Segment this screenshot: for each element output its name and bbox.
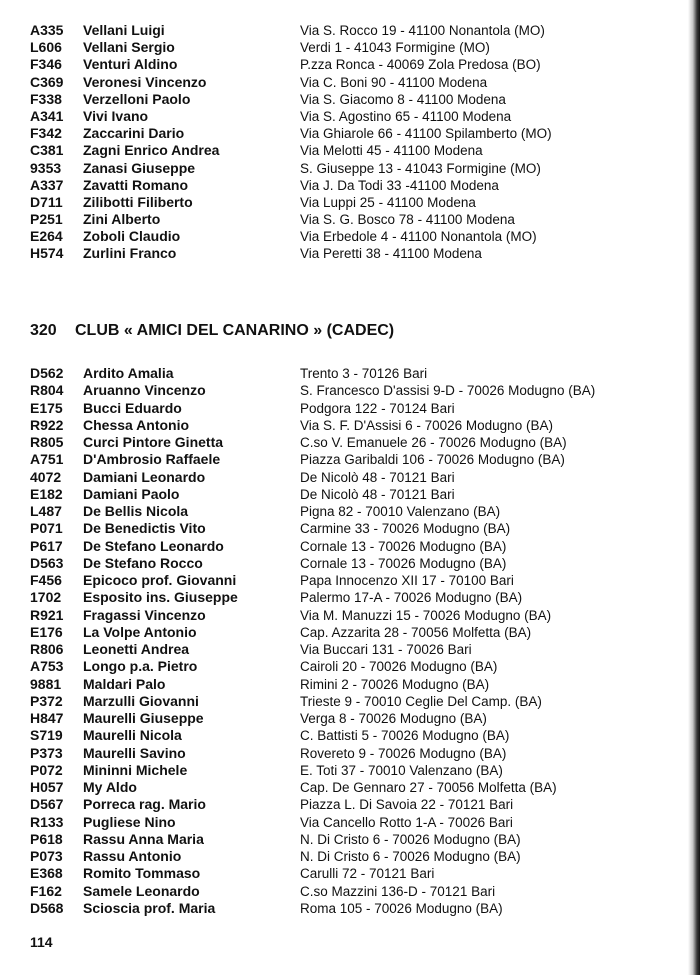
- member-address: Via Melotti 45 - 41100 Modena: [300, 143, 483, 159]
- list-item: [0, 125, 700, 142]
- member-address: Via M. Manuzzi 15 - 70026 Modugno (BA): [300, 607, 552, 623]
- list-item: [0, 365, 700, 382]
- member-address: Via S. Giacomo 8 - 41100 Modena: [300, 91, 506, 107]
- member-name: Vellani Sergio: [83, 39, 175, 56]
- member-code: C381: [30, 142, 64, 159]
- member-code: H847: [30, 710, 64, 726]
- member-code: P071: [30, 520, 63, 537]
- list-item: [0, 469, 700, 486]
- member-address: Via Peretti 38 - 41100 Modena: [300, 246, 482, 262]
- member-code: P372: [30, 692, 63, 709]
- member-code: R805: [30, 434, 64, 450]
- member-name: Zagni Enrico Andrea: [83, 142, 220, 159]
- member-code: L487: [30, 503, 62, 519]
- list-item: [0, 865, 700, 882]
- member-code: F456: [30, 572, 62, 588]
- member-address: E. Toti 37 - 70010 Valenzano (BA): [300, 762, 503, 778]
- list-item: [0, 796, 700, 813]
- list-item: [0, 831, 700, 848]
- member-address: Via Luppi 25 - 41100 Modena: [300, 194, 476, 210]
- member-code: P617: [30, 537, 63, 554]
- member-code: D563: [30, 554, 64, 571]
- list-item: [0, 624, 700, 641]
- member-address: P.zza Ronca - 40069 Zola Predosa (BO): [300, 57, 541, 73]
- member-list-continued: [0, 22, 700, 263]
- member-code: 1702: [30, 589, 62, 606]
- member-address: N. Di Cristo 6 - 70026 Modugno (BA): [300, 831, 521, 847]
- list-item: [0, 658, 700, 675]
- member-address: Verdi 1 - 41043 Formigine (MO): [300, 40, 490, 56]
- member-code: 4072: [30, 468, 62, 485]
- member-code: D567: [30, 796, 64, 813]
- member-code: D568: [30, 899, 64, 916]
- list-item: [0, 56, 700, 73]
- member-name: Maurelli Savino: [83, 744, 186, 761]
- member-address: S. Francesco D'assisi 9-D - 70026 Modugno (BA): [300, 383, 596, 399]
- page-number: 114: [30, 934, 53, 950]
- member-address: Papa Innocenzo XII 17 - 70100 Bari: [300, 573, 514, 588]
- list-item: [0, 727, 700, 744]
- member-code: E175: [30, 399, 63, 416]
- member-code: R922: [30, 416, 64, 433]
- list-item: [0, 211, 700, 228]
- list-item: [0, 177, 700, 194]
- member-name: D'Ambrosio Raffaele: [83, 451, 221, 468]
- section-title: CLUB « AMICI DEL CANARINO » (CADEC): [75, 322, 395, 339]
- section-number: 320: [30, 322, 57, 339]
- list-item: [0, 451, 700, 468]
- member-name: Epicoco prof. Giovanni: [83, 572, 237, 588]
- list-item: [0, 779, 700, 796]
- member-address: Via Cancello Rotto 1-A - 70026 Bari: [300, 814, 513, 830]
- list-item: [0, 434, 700, 451]
- member-name: Fragassi Vincenzo: [83, 606, 206, 623]
- member-name: Leonetti Andrea: [83, 641, 190, 657]
- list-item: [0, 589, 700, 606]
- member-code: D711: [30, 193, 63, 210]
- list-item: [0, 900, 700, 917]
- member-name: Ardito Amalia: [83, 365, 174, 381]
- member-name: Vellani Luigi: [83, 22, 165, 38]
- member-name: De Stefano Rocco: [83, 554, 203, 571]
- member-name: Marzulli Giovanni: [83, 692, 199, 709]
- member-address: Piazza Garibaldi 106 - 70026 Modugno (BA): [300, 452, 565, 468]
- list-item: [0, 883, 700, 900]
- member-address: C.so Mazzini 136-D - 70121 Bari: [300, 883, 496, 899]
- list-item: [0, 555, 700, 572]
- member-address: Cap. De Gennaro 27 - 70056 Molfetta (BA): [300, 780, 557, 795]
- list-item: [0, 486, 700, 503]
- list-item: [0, 848, 700, 865]
- member-code: H057: [30, 779, 64, 795]
- member-code: H574: [30, 245, 64, 262]
- list-item: [0, 194, 700, 211]
- list-item: [0, 814, 700, 831]
- member-code: L606: [30, 39, 62, 56]
- member-address: Rimini 2 - 70026 Modugno (BA): [300, 676, 490, 692]
- member-address: Cornale 13 - 70026 Modugno (BA): [300, 555, 507, 571]
- member-name: Damiani Leonardo: [83, 468, 206, 485]
- member-address: Via J. Da Todi 33 -41100 Modena: [300, 177, 499, 193]
- member-name: Zaccarini Dario: [83, 125, 185, 142]
- member-name: Mininni Michele: [83, 761, 188, 778]
- member-address: Via S. Agostino 65 - 41100 Modena: [300, 108, 512, 124]
- member-name: Veronesi Vincenzo: [83, 73, 207, 90]
- member-name: Maurelli Nicola: [83, 727, 182, 744]
- list-item: [0, 91, 700, 108]
- list-item: [0, 641, 700, 658]
- member-address: Cap. Azzarita 28 - 70056 Molfetta (BA): [300, 624, 532, 640]
- member-address: Carulli 72 - 70121 Bari: [300, 866, 435, 882]
- member-address: Via Buccari 131 - 70026 Bari: [300, 642, 472, 657]
- member-name: Rassu Antonio: [83, 848, 182, 864]
- member-name: Longo p.a. Pietro: [83, 658, 198, 675]
- member-name: Zilibotti Filiberto: [83, 193, 193, 210]
- list-item: [0, 745, 700, 762]
- list-item: [0, 538, 700, 555]
- member-address: Verga 8 - 70026 Modugno (BA): [300, 711, 487, 726]
- member-code: A751: [30, 451, 64, 468]
- member-name: Porreca rag. Mario: [83, 796, 206, 813]
- list-item: [0, 382, 700, 399]
- list-item: [0, 142, 700, 159]
- member-code: R921: [30, 606, 64, 623]
- member-name: Romito Tommaso: [83, 865, 201, 882]
- member-address: Via Ghiarole 66 - 41100 Spilamberto (MO): [300, 126, 552, 142]
- member-name: Damiani Paolo: [83, 485, 180, 502]
- member-address: N. Di Cristo 6 - 70026 Modugno (BA): [300, 849, 521, 864]
- list-item: [0, 710, 700, 727]
- member-address: Via S. Rocco 19 - 41100 Nonantola (MO): [300, 23, 545, 38]
- member-name: Maurelli Giuseppe: [83, 710, 204, 726]
- section-heading: [30, 322, 394, 340]
- member-code: F346: [30, 56, 62, 73]
- member-code: E368: [30, 865, 63, 882]
- list-item: [0, 74, 700, 91]
- list-item: [0, 417, 700, 434]
- member-code: P373: [30, 744, 63, 761]
- member-name: Zurlini Franco: [83, 245, 177, 262]
- member-code: E182: [30, 485, 63, 502]
- member-code: A335: [30, 22, 64, 38]
- member-code: A753: [30, 658, 64, 675]
- member-address: Via Erbedole 4 - 41100 Nonantola (MO): [300, 229, 537, 245]
- member-code: A341: [30, 107, 64, 124]
- member-code: S719: [30, 727, 63, 744]
- list-item: [0, 520, 700, 537]
- member-address: C.so V. Emanuele 26 - 70026 Modugno (BA): [300, 435, 567, 450]
- list-item: [0, 39, 700, 56]
- member-code: R804: [30, 382, 64, 399]
- member-name: De Benedictis Vito: [83, 520, 206, 537]
- list-item: [0, 400, 700, 417]
- member-code: P618: [30, 830, 63, 847]
- member-code: R806: [30, 641, 64, 657]
- member-name: Maldari Palo: [83, 675, 166, 692]
- member-address: S. Giuseppe 13 - 41043 Formigine (MO): [300, 160, 541, 176]
- list-item: [0, 245, 700, 262]
- list-item: [0, 572, 700, 589]
- member-code: R133: [30, 813, 64, 830]
- member-code: E176: [30, 623, 63, 640]
- member-name: Zavatti Romano: [83, 176, 189, 193]
- member-name: La Volpe Antonio: [83, 623, 197, 640]
- list-item: [0, 228, 700, 245]
- member-code: C369: [30, 73, 64, 90]
- member-address: Cornale 13 - 70026 Modugno (BA): [300, 538, 507, 554]
- member-address: Trieste 9 - 70010 Ceglie Del Camp. (BA): [300, 693, 542, 709]
- member-name: De Bellis Nicola: [83, 503, 189, 519]
- member-address: Cairoli 20 - 70026 Modugno (BA): [300, 659, 498, 675]
- member-name: Zoboli Claudio: [83, 228, 181, 245]
- member-address: Rovereto 9 - 70026 Modugno (BA): [300, 745, 507, 761]
- member-address: C. Battisti 5 - 70026 Modugno (BA): [300, 728, 510, 744]
- member-address: Piazza L. Di Savoia 22 - 70121 Bari: [300, 797, 514, 813]
- member-code: 9353: [30, 159, 62, 176]
- member-address: Trento 3 - 70126 Bari: [300, 366, 428, 381]
- member-name: Aruanno Vincenzo: [83, 382, 206, 399]
- member-name: Esposito ins. Giuseppe: [83, 589, 238, 606]
- member-code: A337: [30, 176, 64, 193]
- list-item: [0, 607, 700, 624]
- member-address: Carmine 33 - 70026 Modugno (BA): [300, 521, 511, 537]
- member-name: Vivi Ivano: [83, 107, 149, 124]
- list-item: [0, 762, 700, 779]
- member-address: Via S. F. D'Assisi 6 - 70026 Modugno (BA): [300, 417, 553, 433]
- club-member-list: [0, 365, 700, 917]
- member-code: P073: [30, 848, 63, 864]
- member-code: P251: [30, 211, 63, 228]
- list-item: [0, 160, 700, 177]
- member-address: De Nicolò 48 - 70121 Bari: [300, 469, 455, 485]
- member-name: Bucci Eduardo: [83, 399, 182, 416]
- member-name: Chessa Antonio: [83, 416, 190, 433]
- list-item: [0, 22, 700, 39]
- member-address: Pigna 82 - 70010 Valenzano (BA): [300, 504, 501, 519]
- list-item: [0, 676, 700, 693]
- member-code: F162: [30, 882, 62, 899]
- member-code: F338: [30, 90, 62, 107]
- member-code: D562: [30, 365, 64, 381]
- list-item: [0, 693, 700, 710]
- member-name: My Aldo: [83, 779, 137, 795]
- member-code: E264: [30, 228, 63, 245]
- member-address: De Nicolò 48 - 70121 Bari: [300, 486, 455, 502]
- member-address: Via S. G. Bosco 78 - 41100 Modena: [300, 212, 515, 228]
- member-code: P072: [30, 761, 63, 778]
- member-name: Verzelloni Paolo: [83, 90, 191, 107]
- member-name: De Stefano Leonardo: [83, 537, 224, 554]
- member-name: Zini Alberto: [83, 211, 161, 228]
- member-name: Pugliese Nino: [83, 813, 176, 830]
- member-name: Rassu Anna Maria: [83, 830, 204, 847]
- member-address: Roma 105 - 70026 Modugno (BA): [300, 900, 503, 916]
- member-address: Via C. Boni 90 - 41100 Modena: [300, 74, 488, 90]
- list-item: [0, 108, 700, 125]
- member-address: Palermo 17-A - 70026 Modugno (BA): [300, 590, 523, 606]
- member-name: Zanasi Giuseppe: [83, 159, 196, 176]
- list-item: [0, 503, 700, 520]
- member-name: Curci Pintore Ginetta: [83, 434, 224, 450]
- member-name: Samele Leonardo: [83, 882, 200, 899]
- member-code: 9881: [30, 675, 62, 692]
- member-name: Venturi Aldino: [83, 56, 178, 73]
- member-code: F342: [30, 125, 62, 142]
- member-address: Podgora 122 - 70124 Bari: [300, 400, 455, 416]
- member-name: Scioscia prof. Maria: [83, 899, 216, 916]
